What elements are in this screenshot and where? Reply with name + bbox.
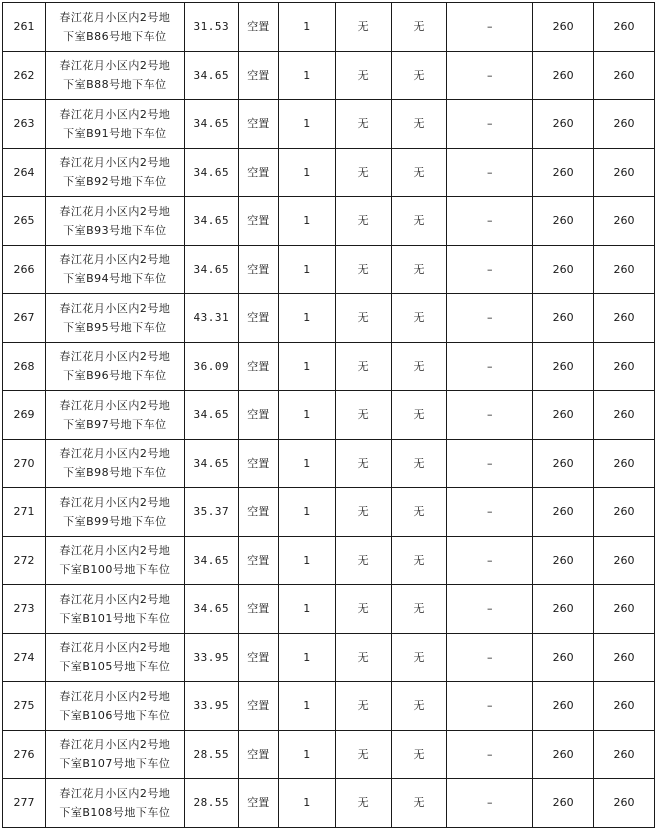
start-price-cell: 260 [533,682,594,731]
table-body [3,3,655,828]
row-number-cell: 262 [3,51,46,100]
location-line-1: 春江花月小区内2号地 [59,350,171,364]
reserve-price-cell: 260 [594,536,655,585]
location-cell [45,197,184,246]
reserve-price-cell: 260 [594,779,655,828]
lease-cell: 无 [391,391,447,440]
quantity-cell: 1 [278,488,335,537]
remark-cell: – [447,245,533,294]
status-cell: 空置 [238,730,278,779]
location-cell [45,682,184,731]
location-line-1: 春江花月小区内2号地 [59,301,171,315]
start-price-cell: 260 [533,585,594,634]
start-price-cell: 260 [533,3,594,52]
row-number-cell: 267 [3,294,46,343]
status-cell: 空置 [238,197,278,246]
status-cell: 空置 [238,51,278,100]
area-cell: 33.95 [184,633,238,682]
location-cell [45,148,184,197]
location-line-2: 下室B91号地下车位 [63,126,167,140]
location-cell [45,51,184,100]
area-cell: 34.65 [184,51,238,100]
encumbrance-cell: 无 [335,245,391,294]
lease-cell: 无 [391,148,447,197]
location-line-2: 下室B99号地下车位 [63,514,167,528]
status-cell: 空置 [238,294,278,343]
area-cell: 43.31 [184,294,238,343]
quantity-cell: 1 [278,536,335,585]
location-line-1: 春江花月小区内2号地 [59,592,171,606]
encumbrance-cell: 无 [335,682,391,731]
location-line-1: 春江花月小区内2号地 [59,10,171,24]
table-row [3,779,655,828]
table-row [3,245,655,294]
remark-cell: – [447,488,533,537]
location-cell [45,245,184,294]
encumbrance-cell: 无 [335,148,391,197]
start-price-cell: 260 [533,633,594,682]
lease-cell: 无 [391,342,447,391]
reserve-price-cell: 260 [594,294,655,343]
location-cell [45,391,184,440]
status-cell: 空置 [238,245,278,294]
location-line-1: 春江花月小区内2号地 [59,156,171,170]
area-cell: 34.65 [184,536,238,585]
quantity-cell: 1 [278,682,335,731]
encumbrance-cell: 无 [335,342,391,391]
reserve-price-cell: 260 [594,148,655,197]
row-number-cell: 273 [3,585,46,634]
location-cell [45,439,184,488]
start-price-cell: 260 [533,100,594,149]
remark-cell: – [447,682,533,731]
quantity-cell: 1 [278,342,335,391]
reserve-price-cell: 260 [594,3,655,52]
location-cell [45,779,184,828]
row-number-cell: 268 [3,342,46,391]
encumbrance-cell: 无 [335,100,391,149]
location-line-1: 春江花月小区内2号地 [59,641,171,655]
quantity-cell: 1 [278,585,335,634]
table-row [3,100,655,149]
table-row [3,633,655,682]
area-cell: 34.65 [184,197,238,246]
status-cell: 空置 [238,585,278,634]
quantity-cell: 1 [278,51,335,100]
lease-cell: 无 [391,197,447,246]
table-row [3,197,655,246]
location-line-1: 春江花月小区内2号地 [59,786,171,800]
table-row [3,488,655,537]
status-cell: 空置 [238,633,278,682]
table-row [3,3,655,52]
row-number-cell: 265 [3,197,46,246]
location-line-2: 下室B100号地下车位 [59,563,171,577]
lease-cell: 无 [391,488,447,537]
location-line-2: 下室B107号地下车位 [59,757,171,771]
area-cell: 28.55 [184,779,238,828]
location-line-2: 下室B86号地下车位 [63,29,167,43]
area-cell: 34.65 [184,439,238,488]
lease-cell: 无 [391,51,447,100]
reserve-price-cell: 260 [594,197,655,246]
encumbrance-cell: 无 [335,488,391,537]
row-number-cell: 266 [3,245,46,294]
location-line-1: 春江花月小区内2号地 [59,107,171,121]
location-line-1: 春江花月小区内2号地 [59,738,171,752]
row-number-cell: 274 [3,633,46,682]
remark-cell: – [447,148,533,197]
quantity-cell: 1 [278,779,335,828]
lease-cell: 无 [391,730,447,779]
reserve-price-cell: 260 [594,342,655,391]
encumbrance-cell: 无 [335,391,391,440]
location-line-2: 下室B92号地下车位 [63,175,167,189]
remark-cell: – [447,197,533,246]
status-cell: 空置 [238,342,278,391]
row-number-cell: 261 [3,3,46,52]
location-cell [45,3,184,52]
area-cell: 34.65 [184,391,238,440]
table-row [3,439,655,488]
start-price-cell: 260 [533,197,594,246]
encumbrance-cell: 无 [335,3,391,52]
encumbrance-cell: 无 [335,633,391,682]
status-cell: 空置 [238,439,278,488]
reserve-price-cell: 260 [594,682,655,731]
remark-cell: – [447,100,533,149]
location-line-1: 春江花月小区内2号地 [59,398,171,412]
remark-cell: – [447,633,533,682]
quantity-cell: 1 [278,633,335,682]
row-number-cell: 264 [3,148,46,197]
encumbrance-cell: 无 [335,779,391,828]
encumbrance-cell: 无 [335,536,391,585]
location-line-1: 春江花月小区内2号地 [59,544,171,558]
reserve-price-cell: 260 [594,391,655,440]
location-cell [45,342,184,391]
row-number-cell: 277 [3,779,46,828]
area-cell: 34.65 [184,148,238,197]
location-cell [45,536,184,585]
quantity-cell: 1 [278,3,335,52]
quantity-cell: 1 [278,730,335,779]
reserve-price-cell: 260 [594,730,655,779]
quantity-cell: 1 [278,148,335,197]
start-price-cell: 260 [533,488,594,537]
location-line-2: 下室B94号地下车位 [63,272,167,286]
remark-cell: – [447,730,533,779]
lease-cell: 无 [391,245,447,294]
location-line-2: 下室B96号地下车位 [63,369,167,383]
status-cell: 空置 [238,536,278,585]
start-price-cell: 260 [533,391,594,440]
remark-cell: – [447,391,533,440]
status-cell: 空置 [238,488,278,537]
start-price-cell: 260 [533,342,594,391]
remark-cell: – [447,3,533,52]
area-cell: 34.65 [184,245,238,294]
reserve-price-cell: 260 [594,439,655,488]
location-line-2: 下室B88号地下车位 [63,78,167,92]
location-cell [45,585,184,634]
remark-cell: – [447,585,533,634]
quantity-cell: 1 [278,391,335,440]
lease-cell: 无 [391,633,447,682]
lease-cell: 无 [391,536,447,585]
start-price-cell: 260 [533,439,594,488]
lease-cell: 无 [391,585,447,634]
reserve-price-cell: 260 [594,585,655,634]
status-cell: 空置 [238,391,278,440]
row-number-cell: 271 [3,488,46,537]
area-cell: 34.65 [184,585,238,634]
area-cell: 31.53 [184,3,238,52]
quantity-cell: 1 [278,100,335,149]
table-row [3,536,655,585]
remark-cell: – [447,342,533,391]
table-row [3,342,655,391]
start-price-cell: 260 [533,294,594,343]
quantity-cell: 1 [278,439,335,488]
location-cell [45,730,184,779]
table-row [3,294,655,343]
table-row [3,148,655,197]
table-row [3,51,655,100]
location-line-1: 春江花月小区内2号地 [59,689,171,703]
start-price-cell: 260 [533,730,594,779]
parking-space-table [2,2,655,828]
status-cell: 空置 [238,682,278,731]
remark-cell: – [447,51,533,100]
start-price-cell: 260 [533,779,594,828]
location-cell [45,100,184,149]
location-line-2: 下室B97号地下车位 [63,417,167,431]
location-line-1: 春江花月小区内2号地 [59,59,171,73]
location-cell [45,488,184,537]
lease-cell: 无 [391,294,447,343]
table-row [3,682,655,731]
table-row [3,585,655,634]
quantity-cell: 1 [278,245,335,294]
status-cell: 空置 [238,148,278,197]
row-number-cell: 272 [3,536,46,585]
quantity-cell: 1 [278,294,335,343]
status-cell: 空置 [238,779,278,828]
area-cell: 33.95 [184,682,238,731]
location-line-1: 春江花月小区内2号地 [59,253,171,267]
status-cell: 空置 [238,3,278,52]
location-line-1: 春江花月小区内2号地 [59,447,171,461]
lease-cell: 无 [391,3,447,52]
reserve-price-cell: 260 [594,100,655,149]
location-line-2: 下室B106号地下车位 [59,708,171,722]
encumbrance-cell: 无 [335,197,391,246]
location-line-2: 下室B98号地下车位 [63,466,167,480]
lease-cell: 无 [391,439,447,488]
remark-cell: – [447,294,533,343]
row-number-cell: 276 [3,730,46,779]
reserve-price-cell: 260 [594,51,655,100]
location-cell [45,633,184,682]
area-cell: 34.65 [184,100,238,149]
start-price-cell: 260 [533,51,594,100]
encumbrance-cell: 无 [335,294,391,343]
location-line-2: 下室B108号地下车位 [59,805,171,819]
location-cell [45,294,184,343]
remark-cell: – [447,536,533,585]
location-line-2: 下室B95号地下车位 [63,320,167,334]
start-price-cell: 260 [533,536,594,585]
row-number-cell: 269 [3,391,46,440]
encumbrance-cell: 无 [335,730,391,779]
table-row [3,730,655,779]
location-line-2: 下室B93号地下车位 [63,223,167,237]
table-row [3,391,655,440]
lease-cell: 无 [391,682,447,731]
reserve-price-cell: 260 [594,633,655,682]
location-line-1: 春江花月小区内2号地 [59,204,171,218]
encumbrance-cell: 无 [335,51,391,100]
area-cell: 28.55 [184,730,238,779]
row-number-cell: 263 [3,100,46,149]
encumbrance-cell: 无 [335,439,391,488]
remark-cell: – [447,779,533,828]
location-line-2: 下室B101号地下车位 [59,611,171,625]
reserve-price-cell: 260 [594,245,655,294]
start-price-cell: 260 [533,148,594,197]
location-line-2: 下室B105号地下车位 [59,660,171,674]
row-number-cell: 270 [3,439,46,488]
location-line-1: 春江花月小区内2号地 [59,495,171,509]
start-price-cell: 260 [533,245,594,294]
area-cell: 35.37 [184,488,238,537]
area-cell: 36.09 [184,342,238,391]
lease-cell: 无 [391,100,447,149]
reserve-price-cell: 260 [594,488,655,537]
encumbrance-cell: 无 [335,585,391,634]
quantity-cell: 1 [278,197,335,246]
remark-cell: – [447,439,533,488]
status-cell: 空置 [238,100,278,149]
row-number-cell: 275 [3,682,46,731]
lease-cell: 无 [391,779,447,828]
